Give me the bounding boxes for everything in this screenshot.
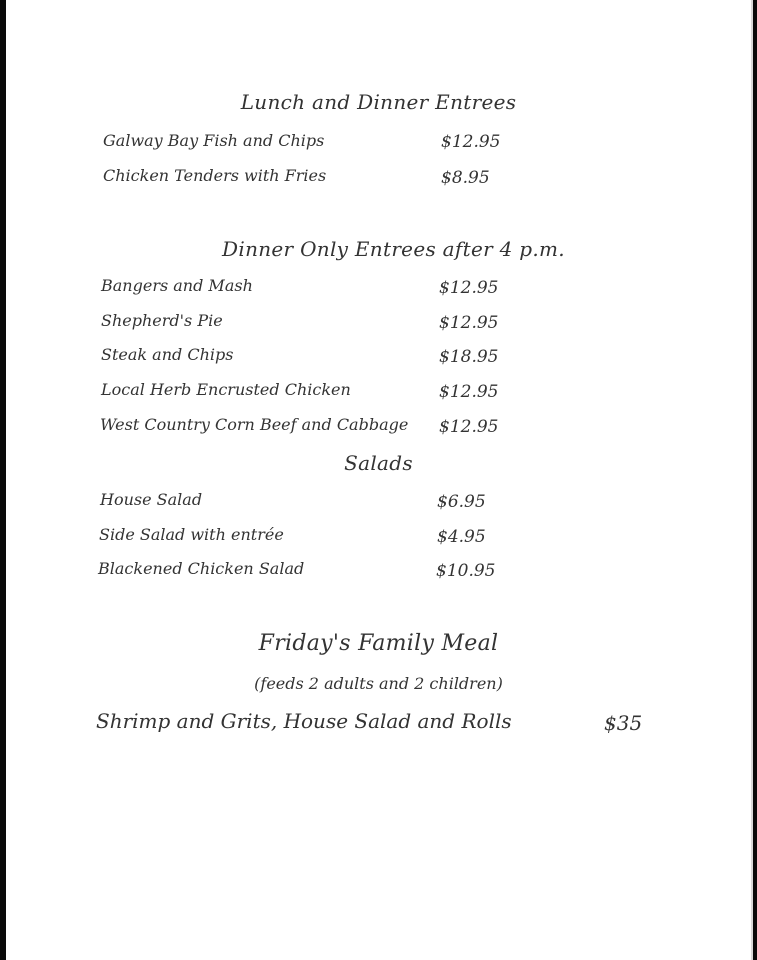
- menu-item-price: $12.95: [439, 313, 499, 333]
- family-meal-item: Shrimp and Grits, House Salad and Rolls: [96, 709, 512, 733]
- menu-item-price: $18.95: [439, 347, 499, 367]
- menu-item-price: $10.95: [436, 561, 496, 581]
- menu-item-name: Side Salad with entrée: [99, 525, 284, 544]
- menu-page: [6, 0, 753, 960]
- menu-item-name: House Salad: [100, 490, 203, 509]
- menu-item-price: $12.95: [441, 132, 501, 152]
- family-meal-price: $35: [604, 711, 643, 735]
- family-meal-subheading: (feeds 2 adults and 2 children): [254, 674, 503, 693]
- menu-item-price: $12.95: [439, 278, 499, 298]
- menu-item-name: Local Herb Encrusted Chicken: [101, 380, 351, 399]
- family-meal-heading: Friday's Family Meal: [258, 631, 499, 656]
- menu-item-name: Galway Bay Fish and Chips: [103, 131, 325, 150]
- menu-item-name: Blackened Chicken Salad: [98, 559, 305, 578]
- menu-item-price: $12.95: [439, 417, 499, 437]
- menu-item-name: West Country Corn Beef and Cabbage: [100, 415, 409, 434]
- salads-heading: Salads: [344, 451, 413, 475]
- menu-item-price: $6.95: [437, 492, 486, 512]
- menu-item-price: $12.95: [439, 382, 499, 402]
- menu-item-name: Chicken Tenders with Fries: [103, 166, 327, 185]
- menu-item-name: Steak and Chips: [101, 345, 234, 364]
- dinner-only-heading: Dinner Only Entrees after 4 p.m.: [222, 237, 565, 261]
- menu-item-price: $4.95: [437, 527, 486, 547]
- lunch-dinner-heading: Lunch and Dinner Entrees: [240, 90, 517, 114]
- menu-item-price: $8.95: [441, 168, 490, 188]
- menu-item-name: Bangers and Mash: [101, 276, 253, 295]
- menu-item-name: Shepherd's Pie: [101, 311, 223, 330]
